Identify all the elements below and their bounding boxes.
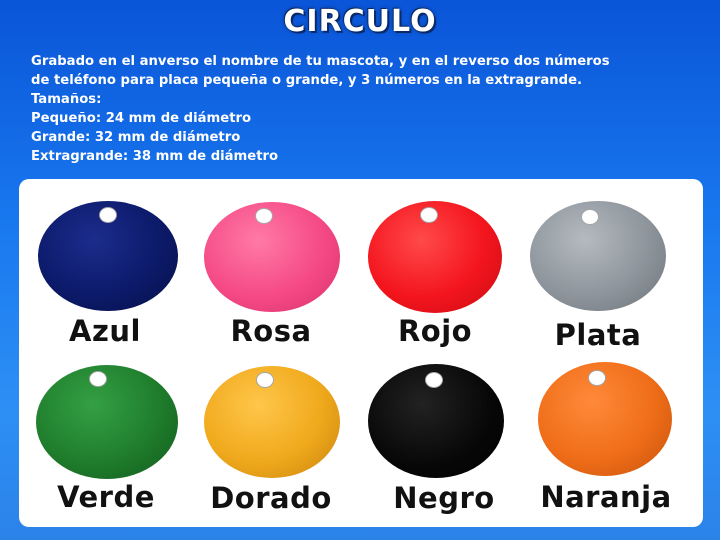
tag-hole-icon [425,372,443,388]
label-azul: Azul [69,314,141,348]
size-large: Grande: 32 mm de diámetro [31,130,241,145]
size-extralarge: Extragrande: 38 mm de diámetro [31,149,279,164]
tag-hole-icon [89,371,107,387]
tag-hole-icon [99,207,117,223]
tag-hole-icon [420,207,438,223]
tag-azul[interactable] [38,201,178,311]
tag-hole-icon [588,370,606,386]
tag-dorado[interactable] [204,366,340,478]
tag-hole-icon [581,209,599,225]
label-rojo: Rojo [397,314,473,348]
tag-rojo[interactable] [368,201,502,313]
description [31,52,711,166]
tag-rosa[interactable] [204,202,340,312]
size-small: Pequeño: 24 mm de diámetro [31,111,252,126]
tag-hole-icon [255,208,273,224]
label-rosa: Rosa [230,314,312,348]
sizes-heading: Tamaños: [31,92,102,107]
tag-negro[interactable] [368,364,504,478]
tag-plata[interactable] [530,201,666,311]
tag-verde[interactable] [36,365,178,479]
label-verde: Verde [57,480,155,514]
page-title: CIRCULO [283,4,437,39]
description-line: de teléfono para placa pequeña o grande, y 3 números en la extragrande. [31,73,583,88]
label-dorado: Dorado [210,481,332,515]
tag-naranja[interactable] [538,362,672,476]
label-plata: Plata [554,318,642,352]
description-line: Grabado en el anverso el nombre de tu mascota, y en el reverso dos números [31,54,610,69]
tag-hole-icon [256,372,274,388]
label-naranja: Naranja [540,480,672,514]
label-negro: Negro [393,481,495,515]
